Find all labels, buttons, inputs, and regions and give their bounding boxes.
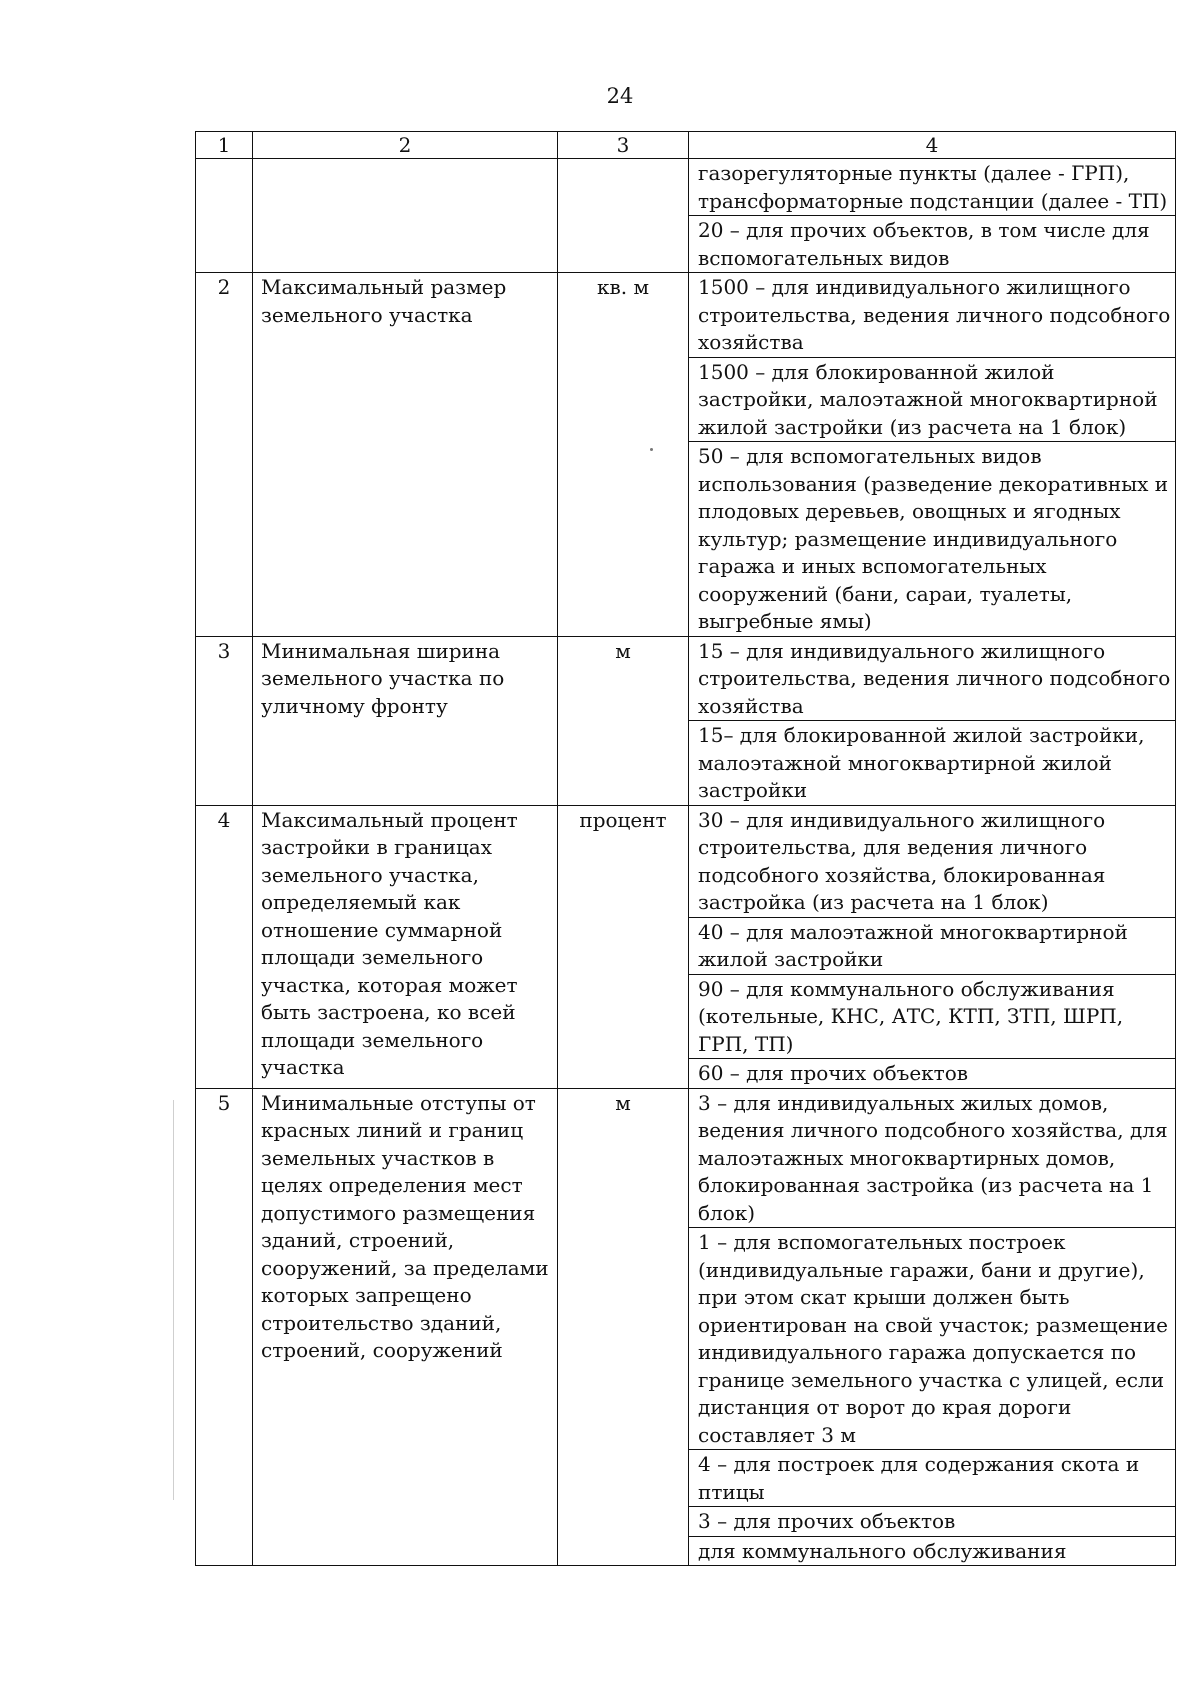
parameter-name-cell: Максимальный процент застройки в границах земельного участка, определяемый как отношение суммарной площади земельного участка, которая может быть застроена, ко всей площади земельного участка bbox=[253, 805, 558, 1088]
column-header: 3 bbox=[558, 132, 689, 159]
value-cell: 3 – для прочих объектов bbox=[689, 1507, 1176, 1537]
page-number: 24 bbox=[606, 84, 634, 108]
column-header: 2 bbox=[253, 132, 558, 159]
parameter-name-cell: Минимальная ширина земельного участка по уличному фронту bbox=[253, 636, 558, 805]
unit-cell: м bbox=[558, 1088, 689, 1566]
unit-cell bbox=[558, 159, 689, 273]
value-cell: 15– для блокированной жилой застройки, малоэтажной многоквартирной жилой застройки bbox=[689, 721, 1176, 806]
value-cell: 15 – для индивидуального жилищного строительства, ведения личного подсобного хозяйства bbox=[689, 636, 1176, 721]
table-row bbox=[196, 636, 1176, 721]
table-row bbox=[196, 805, 1176, 917]
row-number-cell: 5 bbox=[196, 1088, 253, 1566]
scan-margin-line bbox=[173, 1100, 174, 1500]
value-cell: 3 – для индивидуальных жилых домов, ведения личного подсобного хозяйства, для малоэтажных многоквартирных домов, блокированная застройка (из расчета на 1 блок) bbox=[689, 1088, 1176, 1228]
value-cell: 1500 – для блокированной жилой застройки, малоэтажной многоквартирной жилой застройки (из расчета на 1 блок) bbox=[689, 357, 1176, 442]
row-number-cell: 4 bbox=[196, 805, 253, 1088]
value-cell: 40 – для малоэтажной многоквартирной жилой застройки bbox=[689, 917, 1176, 974]
value-cell: 1500 – для индивидуального жилищного строительства, ведения личного подсобного хозяйства bbox=[689, 273, 1176, 358]
parameter-name-cell bbox=[253, 159, 558, 273]
table-header-row bbox=[196, 132, 1176, 159]
table-row bbox=[196, 273, 1176, 358]
value-cell: 4 – для построек для содержания скота и птицы bbox=[689, 1450, 1176, 1507]
parameter-name-cell: Максимальный размер земельного участка bbox=[253, 273, 558, 637]
unit-cell: кв. м bbox=[558, 273, 689, 637]
scan-speck bbox=[650, 448, 653, 451]
value-cell: 20 – для прочих объектов, в том числе для вспомогательных видов bbox=[689, 216, 1176, 273]
regulations-table bbox=[195, 131, 1176, 1566]
table-row bbox=[196, 159, 1176, 216]
column-header: 4 bbox=[689, 132, 1176, 159]
value-cell: газорегуляторные пункты (далее - ГРП), трансформаторные подстанции (далее - ТП) bbox=[689, 159, 1176, 216]
column-header: 1 bbox=[196, 132, 253, 159]
row-number-cell: 2 bbox=[196, 273, 253, 637]
unit-cell: процент bbox=[558, 805, 689, 1088]
row-number-cell: 3 bbox=[196, 636, 253, 805]
value-cell: для коммунального обслуживания bbox=[689, 1536, 1176, 1566]
value-cell: 1 – для вспомогательных построек (индивидуальные гаражи, бани и другие), при этом скат крыши должен быть ориентирован на свой участок; размещение индивидуального гаража допускается по границе земельного участка с улицей, если дистанция от ворот до края дороги составляет 3 м bbox=[689, 1228, 1176, 1450]
value-cell: 60 – для прочих объектов bbox=[689, 1059, 1176, 1089]
row-number-cell bbox=[196, 159, 253, 273]
value-cell: 30 – для индивидуального жилищного строительства, для ведения личного подсобного хозяйства, блокированная застройка (из расчета на 1 блок) bbox=[689, 805, 1176, 917]
table-row bbox=[196, 1088, 1176, 1228]
parameter-name-cell: Минимальные отступы от красных линий и границ земельных участков в целях определения мест допустимого размещения зданий, строений, сооружений, за пределами которых запрещено строительство зданий, строений, сооружений bbox=[253, 1088, 558, 1566]
unit-cell: м bbox=[558, 636, 689, 805]
value-cell: 50 – для вспомогательных видов использования (разведение декоративных и плодовых деревьев, овощных и ягодных культур; размещение индивидуального гаража и иных вспомогательных сооружений (бани, сараи, туалеты, выгребные ямы) bbox=[689, 442, 1176, 637]
value-cell: 90 – для коммунального обслуживания (котельные, КНС, АТС, КТП, ЗТП, ШРП, ГРП, ТП) bbox=[689, 974, 1176, 1059]
